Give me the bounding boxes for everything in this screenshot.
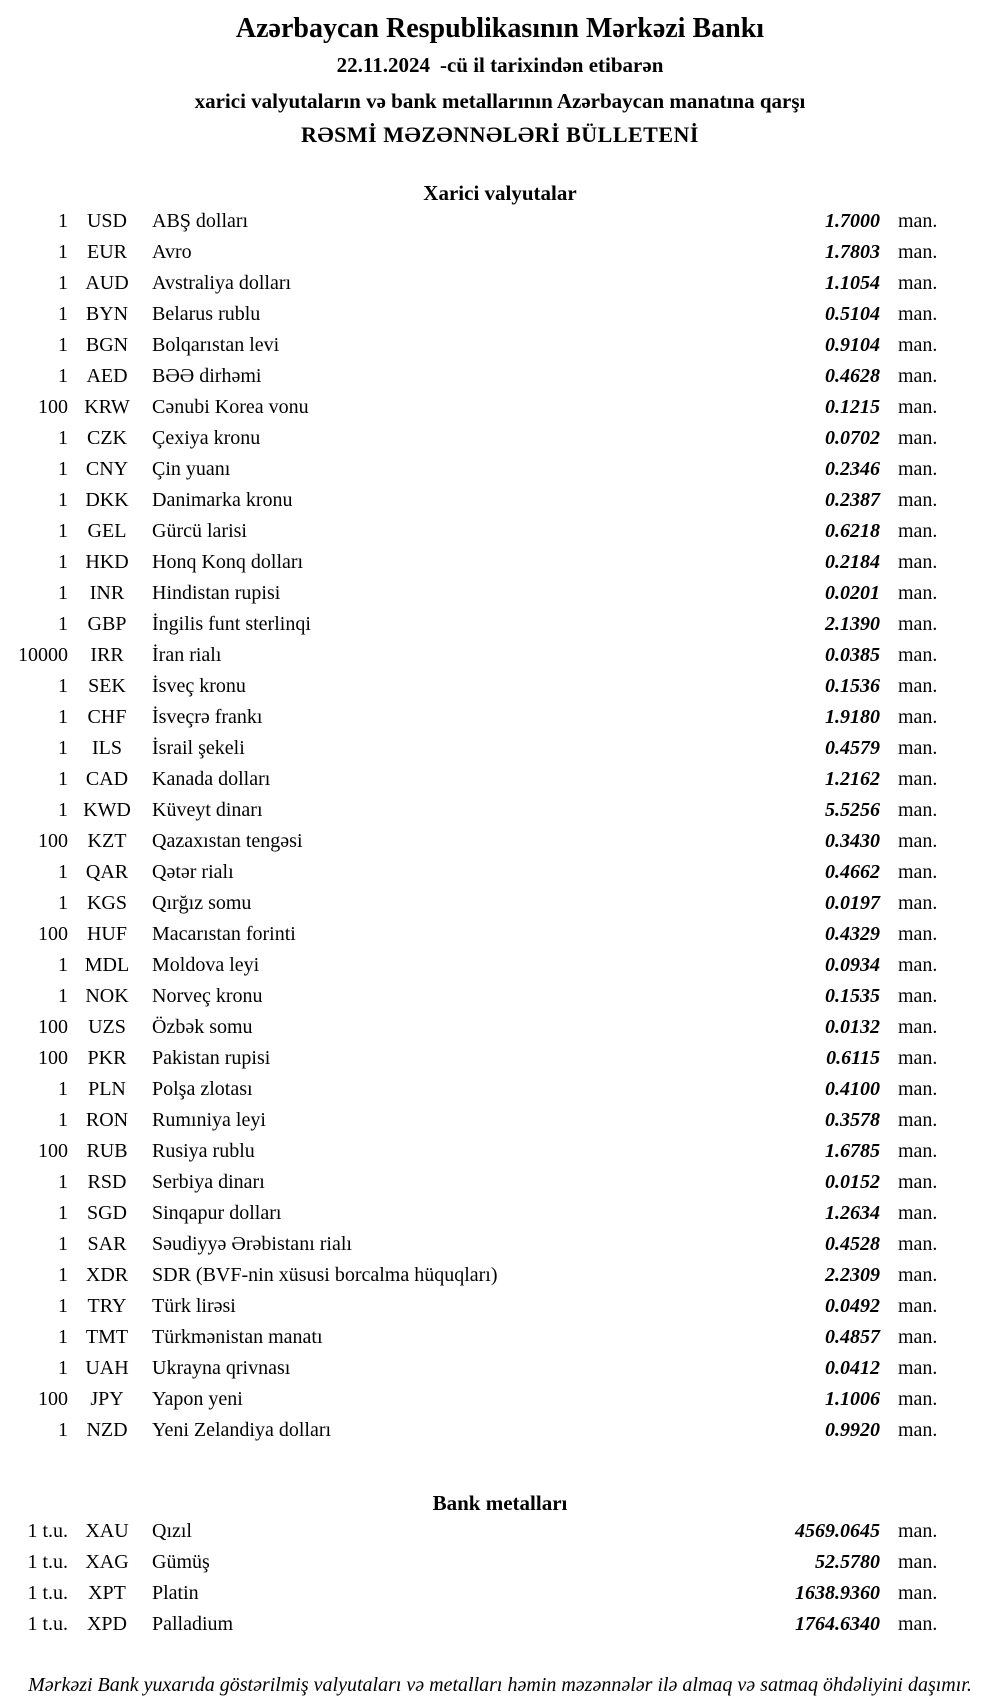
row-code: RUB (86, 1140, 128, 1162)
row-rate: 0.0702 (825, 427, 880, 449)
row-unit: man. (898, 489, 938, 511)
row-code: HUF (86, 923, 127, 945)
row-code: CZK (87, 427, 127, 449)
bulletin-title: RƏSMİ MƏZƏNNƏLƏRİ BÜLLETENİ (301, 122, 699, 147)
table-row (0, 888, 1000, 919)
row-unit: man. (898, 675, 938, 697)
row-name: İngilis funt sterlinqi (152, 613, 311, 635)
row-code: DKK (85, 489, 129, 511)
row-quantity: 100 (38, 1016, 68, 1038)
row-code: SAR (87, 1233, 127, 1255)
currency-table (0, 206, 1000, 1446)
bulletin-subtitle: xarici valyutaların və bank metallarının Azərbaycan manatına qarşı (194, 89, 806, 113)
row-quantity: 1 (58, 1233, 68, 1255)
row-name: Polşa zlotası (152, 1078, 253, 1100)
row-rate: 0.4329 (825, 923, 880, 945)
row-unit: man. (898, 396, 938, 418)
row-unit: man. (898, 923, 938, 945)
table-row (0, 950, 1000, 981)
metals-section-heading: Bank metalları (432, 1491, 568, 1515)
row-code: MDL (84, 954, 130, 976)
effective-date-suffix: -cü il tarixindən etibarən (439, 53, 664, 77)
row-code: XPD (86, 1613, 127, 1635)
table-row (0, 1384, 1000, 1415)
table-row (0, 268, 1000, 299)
row-name: Pakistan rupisi (152, 1047, 271, 1069)
row-unit: man. (898, 365, 938, 387)
table-row (0, 671, 1000, 702)
table-row (0, 516, 1000, 547)
effective-date-line (0, 52, 1000, 78)
row-unit: man. (898, 1078, 938, 1100)
table-row (0, 1415, 1000, 1446)
table-row (0, 795, 1000, 826)
metals-table (0, 1516, 1000, 1640)
row-name: Rumıniya leyi (152, 1109, 266, 1131)
table-row (0, 1074, 1000, 1105)
row-rate: 0.3578 (825, 1109, 880, 1131)
row-name: Özbək somu (152, 1016, 253, 1038)
row-name: BƏƏ dirhəmi (152, 365, 262, 387)
row-quantity: 1 (58, 1202, 68, 1224)
row-quantity: 1 t.u. (27, 1551, 68, 1573)
row-quantity: 1 (58, 706, 68, 728)
row-quantity: 1 t.u. (27, 1582, 68, 1604)
row-code: KZT (87, 830, 127, 852)
row-quantity: 1 (58, 768, 68, 790)
row-name: Platin (152, 1582, 199, 1604)
row-name: Kanada dolları (152, 768, 271, 790)
table-row (0, 392, 1000, 423)
table-row (0, 454, 1000, 485)
page-title: Azərbaycan Respublikasının Mərkəzi Bankı (235, 13, 765, 44)
table-row (0, 733, 1000, 764)
row-code: BGN (85, 334, 129, 356)
row-rate: 4569.0645 (795, 1520, 880, 1542)
row-name: Qətər rialı (152, 861, 234, 883)
row-unit: man. (898, 1326, 938, 1348)
row-name: SDR (BVF-nin xüsusi borcalma hüquqları) (152, 1264, 498, 1286)
row-quantity: 1 (58, 210, 68, 232)
table-row (0, 361, 1000, 392)
table-row (0, 919, 1000, 950)
row-rate: 0.4528 (825, 1233, 880, 1255)
table-row (0, 1136, 1000, 1167)
row-rate: 2.1390 (825, 613, 880, 635)
row-name: Serbiya dinarı (152, 1171, 265, 1193)
row-rate: 0.4662 (825, 861, 880, 883)
row-rate: 0.9104 (825, 334, 880, 356)
row-code: PKR (87, 1047, 127, 1069)
row-rate: 0.0492 (825, 1295, 880, 1317)
row-name: Gümüş (152, 1551, 210, 1573)
row-name: Küveyt dinarı (152, 799, 263, 821)
row-unit: man. (898, 303, 938, 325)
table-row (0, 1229, 1000, 1260)
row-quantity: 1 (58, 1171, 68, 1193)
row-code: PLN (88, 1078, 126, 1100)
row-quantity: 1 (58, 985, 68, 1007)
row-rate: 0.6218 (825, 520, 880, 542)
row-code: KGS (86, 892, 127, 914)
row-code: GEL (87, 520, 127, 542)
table-row (0, 1043, 1000, 1074)
row-unit: man. (898, 1140, 938, 1162)
row-code: UAH (85, 1357, 129, 1379)
row-code: TRY (87, 1295, 127, 1317)
row-quantity: 100 (38, 396, 68, 418)
row-code: INR (89, 582, 125, 604)
table-row (0, 330, 1000, 361)
row-rate: 0.0152 (825, 1171, 880, 1193)
table-row (0, 640, 1000, 671)
row-quantity: 1 (58, 427, 68, 449)
row-unit: man. (898, 210, 938, 232)
row-name: Hindistan rupisi (152, 582, 281, 604)
table-row (0, 1198, 1000, 1229)
row-name: ABŞ dolları (152, 210, 249, 232)
row-quantity: 10000 (18, 644, 68, 666)
row-quantity: 1 (58, 892, 68, 914)
row-rate: 0.1215 (825, 396, 880, 418)
row-rate: 1.1054 (825, 272, 880, 294)
row-quantity: 1 (58, 241, 68, 263)
row-quantity: 100 (38, 1047, 68, 1069)
row-name: Belarus rublu (152, 303, 261, 325)
row-unit: man. (898, 613, 938, 635)
row-unit: man. (898, 1388, 938, 1410)
table-row (0, 826, 1000, 857)
row-quantity: 1 (58, 1078, 68, 1100)
row-unit: man. (898, 1047, 938, 1069)
row-code: UZS (88, 1016, 126, 1038)
row-code: XAU (85, 1520, 129, 1542)
currencies-section-heading: Xarici valyutalar (423, 181, 577, 205)
row-rate: 0.0385 (825, 644, 880, 666)
row-unit: man. (898, 1419, 938, 1441)
row-quantity: 1 (58, 551, 68, 573)
row-unit: man. (898, 334, 938, 356)
row-rate: 0.4857 (825, 1326, 880, 1348)
row-quantity: 1 (58, 1109, 68, 1131)
table-row (0, 206, 1000, 237)
table-row (0, 609, 1000, 640)
row-unit: man. (898, 1295, 938, 1317)
row-unit: man. (898, 1520, 938, 1542)
row-code: XPT (88, 1582, 126, 1604)
row-quantity: 1 (58, 365, 68, 387)
row-unit: man. (898, 1233, 938, 1255)
row-rate: 0.2184 (825, 551, 880, 573)
row-rate: 0.4579 (825, 737, 880, 759)
table-row (0, 981, 1000, 1012)
row-unit: man. (898, 861, 938, 883)
row-unit: man. (898, 706, 938, 728)
row-code: RON (85, 1109, 129, 1131)
row-unit: man. (898, 1109, 938, 1131)
row-unit: man. (898, 520, 938, 542)
row-code: SGD (86, 1202, 127, 1224)
table-row (0, 702, 1000, 733)
row-rate: 1.1006 (825, 1388, 880, 1410)
row-quantity: 1 (58, 1419, 68, 1441)
table-row (0, 1105, 1000, 1136)
row-rate: 1.2634 (825, 1202, 880, 1224)
row-name: Çexiya kronu (152, 427, 261, 449)
row-code: ILS (92, 737, 122, 759)
row-name: Gürcü larisi (152, 520, 247, 542)
row-name: Palladium (152, 1613, 234, 1635)
row-code: QAR (85, 861, 129, 883)
row-quantity: 1 (58, 489, 68, 511)
table-row (0, 299, 1000, 330)
row-rate: 2.2309 (825, 1264, 880, 1286)
table-row (0, 1516, 1000, 1547)
row-name: İsrail şekeli (152, 737, 245, 759)
row-code: GBP (87, 613, 127, 635)
row-name: Yeni Zelandiya dolları (152, 1419, 332, 1441)
table-row (0, 1322, 1000, 1353)
row-quantity: 1 (58, 458, 68, 480)
row-name: Cənubi Korea vonu (152, 396, 309, 418)
row-quantity: 1 (58, 303, 68, 325)
row-quantity: 100 (38, 923, 68, 945)
row-unit: man. (898, 954, 938, 976)
row-rate: 0.3430 (825, 830, 880, 852)
row-code: CAD (85, 768, 129, 790)
row-quantity: 1 (58, 613, 68, 635)
row-name: Yapon yeni (152, 1388, 243, 1410)
row-rate: 0.5104 (825, 303, 880, 325)
table-row (0, 1260, 1000, 1291)
row-rate: 0.0412 (825, 1357, 880, 1379)
row-name: Bolqarıstan levi (152, 334, 280, 356)
row-unit: man. (898, 1582, 938, 1604)
table-row (0, 857, 1000, 888)
row-code: USD (86, 210, 127, 232)
row-name: Ukrayna qrivnası (152, 1357, 291, 1379)
row-code: KRW (84, 396, 130, 418)
row-name: Avstraliya dolları (152, 272, 292, 294)
row-code: IRR (90, 644, 124, 666)
table-row (0, 423, 1000, 454)
row-rate: 1.6785 (825, 1140, 880, 1162)
row-quantity: 100 (38, 1388, 68, 1410)
row-rate: 0.2387 (825, 489, 880, 511)
row-quantity: 1 (58, 272, 68, 294)
row-rate: 0.0197 (825, 892, 880, 914)
row-unit: man. (898, 1202, 938, 1224)
row-quantity: 1 (58, 582, 68, 604)
row-unit: man. (898, 241, 938, 263)
row-quantity: 1 (58, 1326, 68, 1348)
row-quantity: 1 (58, 1357, 68, 1379)
row-name: İran rialı (152, 644, 222, 666)
row-unit: man. (898, 799, 938, 821)
row-rate: 0.4100 (825, 1078, 880, 1100)
row-code: CNY (85, 458, 129, 480)
row-name: Macarıstan forinti (152, 923, 296, 945)
table-row (0, 1012, 1000, 1043)
row-code: AUD (85, 272, 129, 294)
row-quantity: 1 t.u. (27, 1613, 68, 1635)
table-row (0, 578, 1000, 609)
row-code: NOK (85, 985, 129, 1007)
row-code: RSD (87, 1171, 127, 1193)
row-rate: 0.0201 (825, 582, 880, 604)
row-rate: 0.6115 (826, 1047, 880, 1069)
row-code: SEK (88, 675, 126, 697)
row-name: Qırğız somu (152, 892, 252, 914)
table-row (0, 764, 1000, 795)
table-row (0, 237, 1000, 268)
row-rate: 0.1535 (825, 985, 880, 1007)
row-unit: man. (898, 1016, 938, 1038)
row-code: NZD (86, 1419, 128, 1441)
row-quantity: 1 (58, 737, 68, 759)
row-code: BYN (85, 303, 129, 325)
row-quantity: 1 (58, 1295, 68, 1317)
table-row (0, 1291, 1000, 1322)
row-code: XDR (85, 1264, 129, 1286)
row-name: Türk lirəsi (152, 1295, 236, 1317)
row-name: İsveçrə frankı (152, 706, 263, 728)
row-quantity: 100 (38, 1140, 68, 1162)
row-rate: 0.1536 (825, 675, 880, 697)
row-rate: 0.0132 (825, 1016, 880, 1038)
table-row (0, 485, 1000, 516)
row-rate: 1.2162 (825, 768, 880, 790)
row-name: Qızıl (152, 1520, 192, 1542)
row-code: CHF (87, 706, 127, 728)
row-unit: man. (898, 272, 938, 294)
row-unit: man. (898, 1357, 938, 1379)
row-code: HKD (85, 551, 129, 573)
row-unit: man. (898, 427, 938, 449)
row-name: Honq Konq dolları (152, 551, 304, 573)
row-rate: 0.9920 (825, 1419, 880, 1441)
row-code: KWD (83, 799, 131, 821)
row-unit: man. (898, 1171, 938, 1193)
row-unit: man. (898, 985, 938, 1007)
row-name: Rusiya rublu (152, 1140, 255, 1162)
row-rate: 1.7000 (825, 210, 880, 232)
row-quantity: 1 (58, 954, 68, 976)
row-rate: 1.7803 (825, 241, 880, 263)
table-row (0, 1609, 1000, 1640)
row-quantity: 1 (58, 1264, 68, 1286)
row-rate: 0.2346 (825, 458, 880, 480)
row-unit: man. (898, 737, 938, 759)
row-unit: man. (898, 458, 938, 480)
row-unit: man. (898, 582, 938, 604)
row-code: AED (86, 365, 128, 387)
row-unit: man. (898, 892, 938, 914)
footer-note: Mərkəzi Bank yuxarıda göstərilmiş valyutaları və metalları həmin məzənnələr ilə almaq və satmaq öhdəliyini daşımır. (28, 1674, 972, 1696)
table-row (0, 1353, 1000, 1384)
row-name: Sinqapur dolları (152, 1202, 282, 1224)
row-name: Avro (152, 241, 192, 263)
row-rate: 52.5780 (815, 1551, 880, 1573)
row-unit: man. (898, 1613, 938, 1635)
row-quantity: 100 (38, 830, 68, 852)
row-name: Danimarka kronu (152, 489, 293, 511)
row-name: Səudiyyə Ərəbistanı rialı (152, 1233, 352, 1255)
row-name: İsveç kronu (152, 675, 246, 697)
row-quantity: 1 (58, 799, 68, 821)
row-name: Çin yuanı (152, 458, 231, 480)
row-rate: 0.4628 (825, 365, 880, 387)
row-rate: 1764.6340 (795, 1613, 880, 1635)
row-unit: man. (898, 551, 938, 573)
row-rate: 1638.9360 (795, 1582, 880, 1604)
row-unit: man. (898, 1551, 938, 1573)
row-quantity: 1 (58, 861, 68, 883)
row-quantity: 1 (58, 675, 68, 697)
row-name: Norveç kronu (152, 985, 263, 1007)
effective-date: 22.11.2024 (336, 53, 430, 77)
row-code: JPY (90, 1388, 124, 1410)
row-rate: 1.9180 (825, 706, 880, 728)
row-name: Qazaxıstan tengəsi (152, 830, 303, 852)
table-row (0, 547, 1000, 578)
table-row (0, 1578, 1000, 1609)
row-rate: 0.0934 (825, 954, 880, 976)
row-code: TMT (85, 1326, 129, 1348)
row-quantity: 1 (58, 520, 68, 542)
row-quantity: 1 t.u. (27, 1520, 68, 1542)
row-unit: man. (898, 1264, 938, 1286)
row-name: Moldova leyi (152, 954, 260, 976)
row-code: XAG (85, 1551, 129, 1573)
table-row (0, 1167, 1000, 1198)
row-unit: man. (898, 830, 938, 852)
row-name: Türkmənistan manatı (152, 1326, 323, 1348)
row-unit: man. (898, 768, 938, 790)
row-code: EUR (87, 241, 127, 263)
table-row (0, 1547, 1000, 1578)
row-rate: 5.5256 (825, 799, 880, 821)
row-quantity: 1 (58, 334, 68, 356)
row-unit: man. (898, 644, 938, 666)
